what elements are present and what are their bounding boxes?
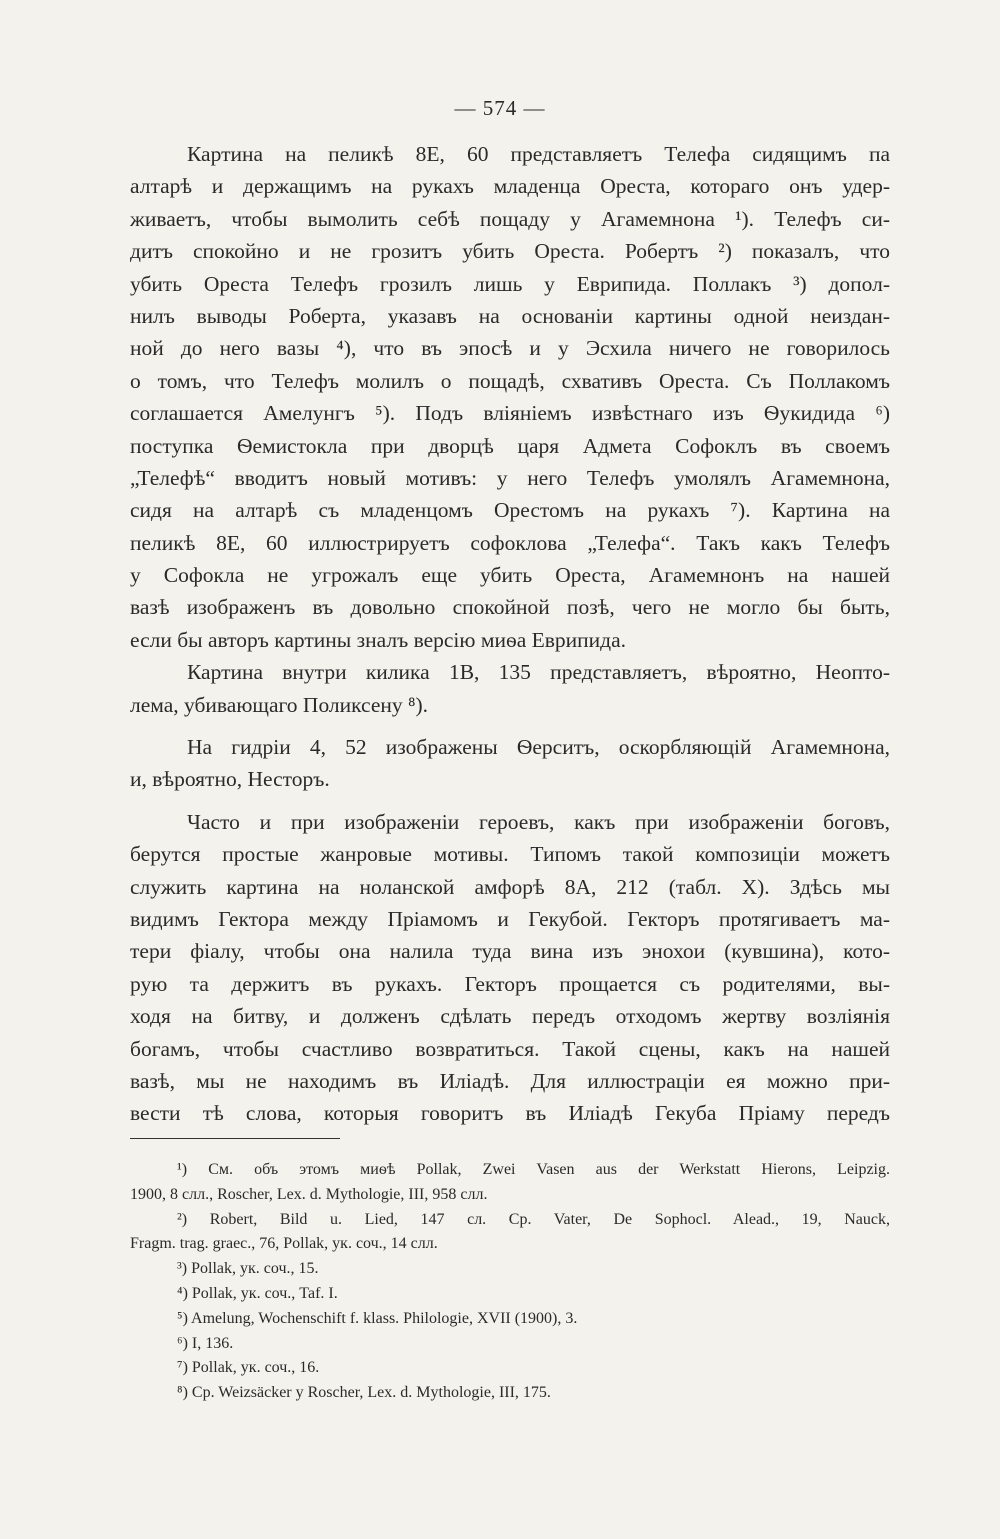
text-line: тери фіалу, чтобы она налила туда вина изъ энохои (кувшина), кото-	[130, 939, 890, 964]
text-line: берутся простые жанровые мотивы. Типомъ такой композиціи можетъ	[130, 842, 890, 867]
text-line: о томъ, что Телефъ молилъ о пощадѣ, схвативъ Ореста. Съ Поллакомъ	[130, 368, 890, 393]
footnote-line: ¹) См. объ этомъ миѳѣ Pollak, Zwei Vasen aus der Werkstatt Hierons, Leipzig.	[177, 1161, 890, 1178]
text-line: ходя на битву, и долженъ сдѣлать передъ отходомъ жертву возліянія	[130, 1004, 890, 1029]
text-line: соглашается Амелунгъ ⁵). Подъ вліяніемъ извѣстнаго изъ Ѳукидида ⁶)	[130, 401, 890, 426]
paragraph	[130, 731, 890, 796]
text-line: сидя на алтарѣ съ младенцомъ Орестомъ на рукахъ ⁷). Картина на	[130, 498, 890, 523]
paragraph	[130, 806, 890, 1130]
text-line: живаетъ, чтобы вымолить себѣ пощаду у Агамемнона ¹). Телефъ си-	[130, 206, 890, 231]
text-line: Часто и при изображеніи героевъ, какъ при изображеніи боговъ,	[187, 809, 890, 834]
text-line: ной до него вазы ⁴), что въ эпосѣ и у Эсхила ничего не говорилось	[130, 336, 890, 361]
footnote	[130, 1381, 890, 1406]
footnote	[130, 1307, 890, 1332]
footnote-line: ⁷) Pollak, ук. соч., 16.	[177, 1359, 320, 1377]
text-line: у Софокла не угрожалъ еще убить Ореста, Агамемнонъ на нашей	[130, 563, 890, 588]
text-line: и, вѣроятно, Несторъ.	[130, 767, 330, 792]
text-line: дитъ спокойно и не грозитъ убить Ореста. Робертъ ²) показалъ, что	[130, 239, 890, 264]
footnote	[130, 1257, 890, 1282]
footnote-line: ⁵) Amelung, Wochenschift f. klass. Philologie, XVII (1900), 3.	[177, 1309, 578, 1327]
footnote	[130, 1332, 890, 1357]
text-line: Картина внутри килика 1B, 135 представляетъ, вѣроятно, Неопто-	[187, 660, 890, 685]
footnote-line: ⁸) Cp. Weizsäcker y Roscher, Lex. d. Mythologie, III, 175.	[177, 1384, 551, 1402]
text-line: лема, убивающаго Поликсену ⁸).	[130, 692, 429, 717]
text-line: алтарѣ и держащимъ на рукахъ младенца Ореста, котораго онъ удер-	[130, 174, 890, 199]
paragraph	[130, 138, 890, 656]
footnotes	[130, 1158, 890, 1406]
text-line: убить Ореста Телефъ грозилъ лишь у Еврипида. Поллакъ ³) допол-	[130, 271, 890, 296]
text-line: рую та держитъ въ рукахъ. Гекторъ прощается съ родителями, вы-	[130, 971, 890, 996]
text-line: „Телефѣ“ вводитъ новый мотивъ: у него Телефъ умолялъ Агамемнона,	[130, 465, 890, 490]
footnote-separator	[130, 1138, 340, 1139]
page-number: — 574 —	[454, 96, 546, 120]
text-line: вазѣ, мы не находимъ въ Иліадѣ. Для иллюстраціи ея можно при-	[130, 1068, 890, 1093]
text-line: поступка Ѳемистокла при дворцѣ царя Адмета Софоклъ въ своемъ	[130, 433, 890, 458]
text-line: вазѣ изображенъ въ довольно спокойной позѣ, чего не могло бы быть,	[130, 595, 890, 620]
text-line: видимъ Гектора между Пріамомъ и Гекубой. Гекторъ протягиваетъ ма-	[130, 906, 890, 931]
footnote-line: ²) Robert, Bild u. Lied, 147 сл. Cp. Vater, De Sophocl. Alead., 19, Nauck,	[177, 1210, 890, 1228]
footnote-line: ⁴) Pollak, ук. соч., Taf. I.	[177, 1284, 338, 1302]
footnote	[130, 1282, 890, 1307]
paragraph	[130, 656, 890, 721]
text-line: пеликѣ 8E, 60 иллюстрируетъ софоклова „Телефа“. Такъ какъ Телефъ	[130, 530, 890, 555]
footnote	[130, 1208, 890, 1258]
text-line: богамъ, чтобы счастливо возвратиться. Такой сцены, какъ на нашей	[130, 1036, 890, 1061]
text-line: нилъ выводы Роберта, указавъ на основаніи картины одной неиздан-	[130, 303, 890, 328]
footnote-line: 1900, 8 слл., Roscher, Lex. d. Mythologie, III, 958 слл.	[130, 1185, 488, 1203]
footnote-line: ³) Pollak, ук. соч., 15.	[177, 1260, 319, 1278]
footnote	[130, 1158, 890, 1208]
footnote-line: Fragm. trag. graec., 76, Pollak, ук. соч., 14 слл.	[130, 1235, 438, 1253]
text-line: На гидріи 4, 52 изображены Ѳерситъ, оскорбляющій Агамемнона,	[187, 735, 890, 760]
text-line: вести тѣ слова, которыя говоритъ въ Иліадѣ Гекуба Пріаму передъ	[130, 1101, 890, 1126]
body-text	[130, 138, 890, 1130]
text-line: Картина на пеликѣ 8E, 60 представляетъ Телефа сидящимъ па	[187, 142, 890, 166]
footnote-line: ⁶) I, 136.	[177, 1334, 234, 1352]
text-line: если бы авторъ картины зналъ версію миѳа Еврипида.	[130, 627, 627, 652]
text-line: служить картина на ноланской амфорѣ 8A, 212 (табл. X). Здѣсь мы	[130, 874, 890, 899]
footnote	[130, 1356, 890, 1381]
